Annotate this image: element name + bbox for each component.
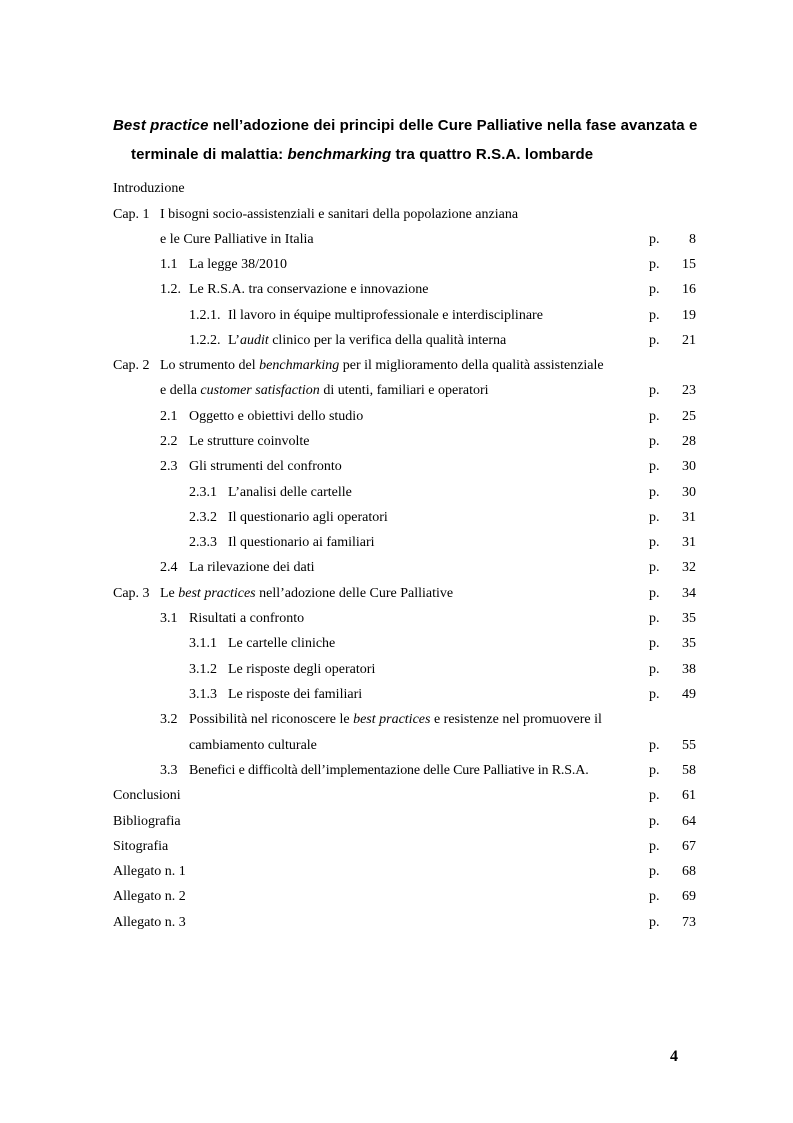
page-ref: 31 — [682, 535, 696, 550]
page-ref: 67 — [682, 839, 696, 854]
toc-1-2-2[interactable]: 1.2.2. L’audit clinico per la verifica della qualità interna p. 21 — [0, 330, 793, 352]
toc-cap3[interactable]: Cap. 3 Le best practices nell’adozione delle Cure Palliative p. 34 — [0, 583, 793, 605]
toc-2-3-3[interactable]: 2.3.3 Il questionario ai familiari p. 31 — [0, 532, 793, 554]
page-ref: 55 — [682, 738, 696, 753]
page-ref: 58 — [682, 763, 696, 778]
toc-cap2-line2[interactable]: e della customer satisfaction di utenti, familiari e operatori p. 23 — [0, 380, 793, 402]
toc-intro[interactable]: Introduzione — [113, 181, 185, 196]
toc-1-1[interactable]: 1.1 La legge 38/2010 p. 15 — [0, 254, 793, 276]
page-ref: 30 — [682, 459, 696, 474]
page-ref: 68 — [682, 864, 696, 879]
page-ref: 61 — [682, 788, 696, 803]
page-ref: 32 — [682, 560, 696, 575]
toc-3-2-line1[interactable]: 3.2 Possibilità nel riconoscere le best practices e resistenze nel promuovere il — [160, 712, 602, 727]
page-ref: 30 — [682, 485, 696, 500]
toc-3-1-1[interactable]: 3.1.1 Le cartelle cliniche p. 35 — [0, 633, 793, 655]
toc-3-1-3[interactable]: 3.1.3 Le risposte dei familiari p. 49 — [0, 684, 793, 706]
toc-3-3[interactable]: 3.3 Benefici e difficoltà dell’implementazione delle Cure Palliative in R.S.A. p. 58 — [0, 760, 793, 782]
page-ref: 38 — [682, 662, 696, 677]
toc-2-2[interactable]: 2.2 Le strutture coinvolte p. 28 — [0, 431, 793, 453]
page-ref: 25 — [682, 409, 696, 424]
toc-cap1-line2[interactable]: e le Cure Palliative in Italia p. 8 — [0, 229, 793, 251]
page-ref: 19 — [682, 308, 696, 323]
toc-3-1-2[interactable]: 3.1.2 Le risposte degli operatori p. 38 — [0, 659, 793, 681]
page-ref: 64 — [682, 814, 696, 829]
toc-cap2-line1[interactable]: Cap. 2 Lo strumento del benchmarking per il miglioramento della qualità assistenziale — [113, 358, 604, 373]
toc-bibliografia[interactable]: Bibliografia p. 64 — [0, 811, 793, 833]
toc-2-3-2[interactable]: 2.3.2 Il questionario agli operatori p. 31 — [0, 507, 793, 529]
page-ref: 15 — [682, 257, 696, 272]
toc-conclusioni[interactable]: Conclusioni p. 61 — [0, 785, 793, 807]
title-line-1: Best practice nell’adozione dei principi delle Cure Palliative nella fase avanzata e — [113, 117, 698, 134]
page-ref: 34 — [682, 586, 696, 601]
toc-2-1[interactable]: 2.1 Oggetto e obiettivi dello studio p. 25 — [0, 406, 793, 428]
toc-allegato-2[interactable]: Allegato n. 2 p. 69 — [0, 886, 793, 908]
toc-cap1-line1[interactable]: Cap. 1 I bisogni socio-assistenziali e sanitari della popolazione anziana — [113, 207, 519, 222]
page-ref: 8 — [689, 232, 696, 247]
page-ref: 31 — [682, 510, 696, 525]
toc-2-3-1[interactable]: 2.3.1 L’analisi delle cartelle p. 30 — [0, 482, 793, 504]
page-ref: 69 — [682, 889, 696, 904]
toc-1-2-1[interactable]: 1.2.1. Il lavoro in équipe multiprofessionale e interdisciplinare p. 19 — [0, 305, 793, 327]
toc-3-2-line2[interactable]: cambiamento culturale p. 55 — [0, 735, 793, 757]
page-ref: 49 — [682, 687, 696, 702]
toc-sitografia[interactable]: Sitografia p. 67 — [0, 836, 793, 858]
page-ref: 35 — [682, 636, 696, 651]
toc-2-3[interactable]: 2.3 Gli strumenti del confronto p. 30 — [0, 456, 793, 478]
page-ref: 28 — [682, 434, 696, 449]
toc-1-2[interactable]: 1.2. Le R.S.A. tra conservazione e innovazione p. 16 — [0, 279, 793, 301]
document-title — [113, 111, 713, 169]
toc-allegato-3[interactable]: Allegato n. 3 p. 73 — [0, 912, 793, 934]
page-ref: 23 — [682, 383, 696, 398]
toc-2-4[interactable]: 2.4 La rilevazione dei dati p. 32 — [0, 557, 793, 579]
toc-3-1[interactable]: 3.1 Risultati a confronto p. 35 — [0, 608, 793, 630]
page-number: 4 — [670, 1048, 678, 1065]
page-ref: 16 — [682, 282, 696, 297]
page-ref: 73 — [682, 915, 696, 930]
title-line-2: terminale di malattia: benchmarking tra quattro R.S.A. lombarde — [131, 146, 594, 163]
page-ref: 35 — [682, 611, 696, 626]
toc-allegato-1[interactable]: Allegato n. 1 p. 68 — [0, 861, 793, 883]
page-ref: 21 — [682, 333, 696, 348]
